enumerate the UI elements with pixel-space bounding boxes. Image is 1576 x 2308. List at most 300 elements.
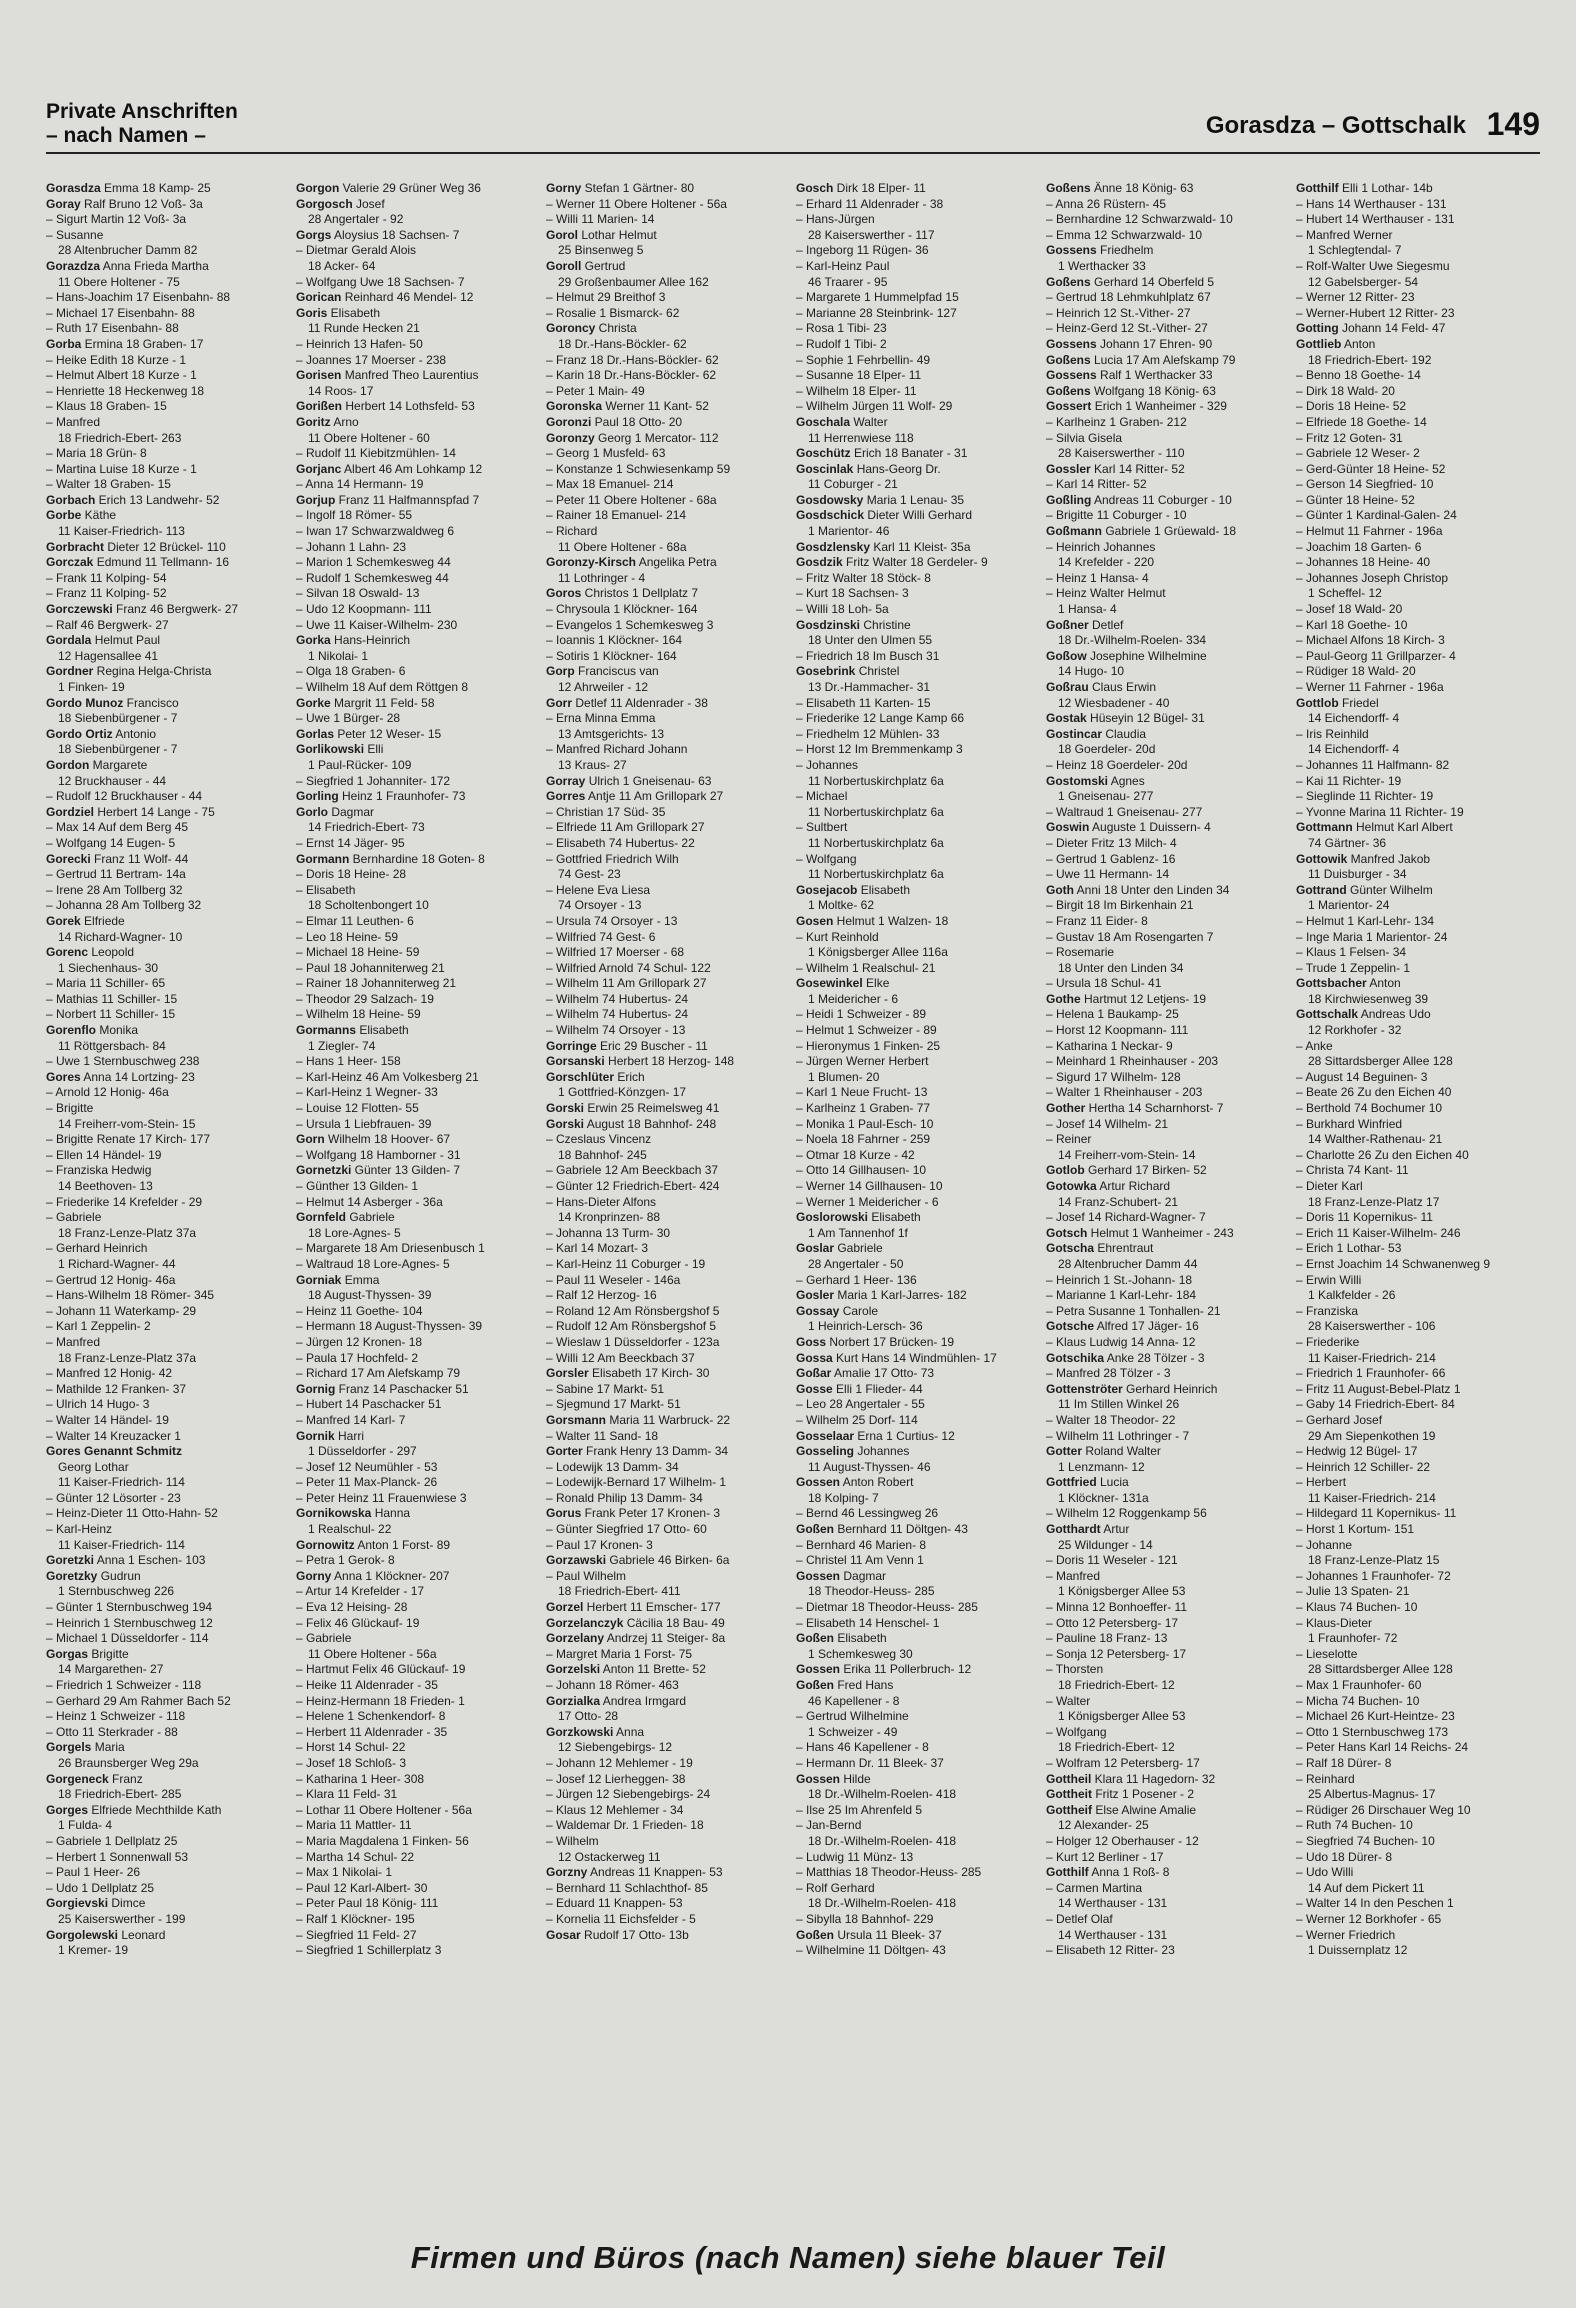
- directory-entry-line: – Karl 1 Zeppelin- 2: [46, 1319, 151, 1334]
- directory-entry-line: – Otto 12 Petersberg- 17: [1046, 1615, 1179, 1630]
- directory-entry-line: 1 Düsseldorfer - 297: [308, 1444, 417, 1459]
- directory-entry-line: – Heinz-Dieter 11 Otto-Hahn- 52: [46, 1506, 218, 1521]
- directory-entry-line: – Otto 14 Gillhausen- 10: [796, 1163, 927, 1178]
- surname: Gossens: [1046, 368, 1097, 383]
- surname: Gordziel: [46, 804, 95, 819]
- directory-entry-line: – Friedrich 1 Schweizer - 118: [46, 1678, 202, 1692]
- directory-entry-line: 28 Sittardsberger Allee 128: [1308, 1662, 1453, 1677]
- surname: Gorny: [546, 181, 582, 195]
- directory-entry-surname-line: Gossens Friedhelm: [1046, 243, 1154, 258]
- directory-entry-line: – Richard 17 Am Alefskamp 79: [296, 1366, 461, 1381]
- directory-entry-line: 74 Gärtner- 36: [1308, 835, 1387, 850]
- directory-entry-line: – Werner 1 Meidericher - 6: [796, 1194, 939, 1209]
- directory-entry-line: – Walter 14 Kreuzacker 1: [46, 1428, 181, 1443]
- surname: Goris: [296, 305, 328, 320]
- directory-entry-line: 11 Norbertuskirchplatz 6a: [808, 804, 944, 819]
- directory-entry-line: 1 Hansa- 4: [1058, 602, 1117, 617]
- directory-entry-line: 1 Kremer- 19: [58, 1943, 129, 1958]
- directory-entry-line: – Max 1 Nikolai- 1: [296, 1865, 393, 1880]
- directory-entry-line: – Artur 14 Krefelder - 17: [296, 1584, 425, 1599]
- directory-entry-surname-line: Gorn Wilhelm 18 Hoover- 67: [296, 1132, 451, 1147]
- directory-entry-line: – Werner 12 Borkhofer - 65: [1296, 1911, 1442, 1926]
- directory-entry-surname-line: Gorol Lothar Helmut: [546, 227, 657, 242]
- directory-entry-line: 18 Friedrich-Ebert- 411: [558, 1584, 681, 1599]
- directory-entry-line: – Hermann Dr. 11 Bleek- 37: [796, 1755, 944, 1770]
- directory-entry-line: 14 Freiherr-vom-Stein- 14: [1058, 1147, 1196, 1162]
- directory-entry-line: – Rudolf 1 Tibi- 2: [796, 336, 887, 351]
- surname: Gorling: [296, 789, 339, 804]
- directory-entry-line: 1 Richard-Wagner- 44: [58, 1256, 176, 1271]
- surname: Goßmann: [1046, 524, 1102, 539]
- directory-entry-line: – Wilfried 74 Gest- 6: [546, 929, 656, 944]
- directory-entry-line: – Heinz-Gerd 12 St.-Vither- 27: [1046, 321, 1208, 336]
- surname: Gorczewski: [46, 602, 113, 617]
- directory-entry-surname-line: Gostak Hüseyin 12 Bügel- 31: [1046, 711, 1205, 726]
- directory-entry-line: – Karl-Heinz: [46, 1522, 113, 1537]
- directory-entry-line: – Werner 12 Ritter- 23: [1296, 290, 1415, 305]
- directory-entry-line: – Matthias 18 Theodor-Heuss- 285: [796, 1865, 982, 1880]
- directory-entry-line: – Waltraud 18 Lore-Agnes- 5: [296, 1256, 450, 1271]
- directory-entry-line: 29 Am Siepenkothen 19: [1308, 1428, 1436, 1443]
- directory-entry-line: 17 Otto- 28: [558, 1709, 619, 1724]
- directory-entry-line: – Heinz Walter Helmut: [1046, 586, 1166, 601]
- directory-entry-line: – Johann 1 Lahn- 23: [296, 539, 407, 554]
- directory-entry-line: – Burkhard Winfried: [1296, 1116, 1403, 1131]
- surname: Gorsler: [546, 1366, 589, 1381]
- directory-entry-line: 12 Rorkhofer - 32: [1308, 1023, 1402, 1038]
- surname: Gores Genannt Schmitz: [46, 1444, 183, 1459]
- directory-entry-line: – Karl-Heinz 11 Coburger - 19: [546, 1256, 706, 1271]
- directory-entry-line: – Werner 11 Obere Holtener - 56a: [546, 196, 727, 211]
- directory-entry-surname-line: Gorgievski Dimce: [46, 1896, 146, 1911]
- directory-entry-line: – Rosemarie: [1046, 945, 1115, 960]
- directory-entry-line: – Roland 12 Am Rönsbergshof 5: [546, 1303, 720, 1318]
- surname: Gossen: [796, 1662, 841, 1677]
- directory-entry-line: – Joannes 17 Moerser - 238: [296, 352, 447, 367]
- directory-entry-line: – Werner-Hubert 12 Ritter- 23: [1296, 305, 1455, 320]
- directory-entry-line: 18 Kolping- 7: [808, 1490, 879, 1505]
- surname: Goswin: [1046, 820, 1090, 835]
- directory-entry-line: – Franz 11 Eider- 8: [1046, 913, 1148, 928]
- directory-entry-line: – Irene 28 Am Tollberg 32: [46, 882, 183, 897]
- directory-entry-surname-line: Gosdzlensky Karl 11 Kleist- 35a: [796, 539, 971, 554]
- surname: Gosewinkel: [796, 976, 863, 991]
- directory-entry-line: – Georg 1 Musfeld- 63: [546, 446, 666, 461]
- directory-entry-line: – Wolfgang 14 Eugen- 5: [46, 835, 176, 850]
- directory-entry-line: – Johann 12 Mehlemer - 19: [546, 1755, 693, 1770]
- directory-entry-surname-line: Gornfeld Gabriele: [296, 1210, 395, 1225]
- directory-entry-line: 18 Dr.-Hans-Böckler- 62: [558, 336, 687, 351]
- directory-entry-line: – Marianne 1 Karl-Lehr- 184: [1046, 1288, 1197, 1303]
- directory-entry-line: 28 Altenbrucher Damm 82: [58, 243, 198, 258]
- surname: Gosdzik: [796, 555, 843, 570]
- name-range: Gorasdza – Gottschalk: [1205, 112, 1466, 139]
- surname: Gother: [1046, 1101, 1086, 1116]
- directory-entry-line: – Siegfried 74 Buchen- 10: [1296, 1833, 1435, 1848]
- directory-entry-surname-line: Gosse Elli 1 Flieder- 44: [796, 1381, 923, 1396]
- directory-entry-line: 1 Sternbuschweg 226: [58, 1584, 175, 1599]
- directory-entry-line: – Wilhelm Jürgen 11 Wolf- 29: [796, 399, 953, 414]
- directory-entry-line: 11 Kaiser-Friedrich- 214: [1308, 1490, 1436, 1505]
- surname: Goßen: [796, 1678, 834, 1692]
- directory-entry-surname-line: Goray Ralf Bruno 12 Voß- 3a: [46, 196, 203, 211]
- surname: Gorr: [546, 695, 573, 710]
- directory-entry-line: – Michael: [796, 789, 848, 804]
- directory-entry-line: – Martha 14 Schul- 22: [296, 1849, 415, 1864]
- directory-entry-line: 18 August-Thyssen- 39: [308, 1288, 432, 1303]
- directory-entry-line: – Detlef Olaf: [1046, 1911, 1113, 1926]
- directory-entry-line: – Gerhard Josef: [1296, 1412, 1383, 1427]
- surname: Goroncy: [546, 321, 596, 336]
- surname: Gosejacob: [796, 882, 858, 897]
- directory-entry-line: – Holger 12 Oberhauser - 12: [1046, 1833, 1199, 1848]
- directory-entry-line: – Johann 18 Römer- 463: [546, 1678, 679, 1692]
- directory-entry-surname-line: Gotowka Artur Richard: [1046, 1179, 1171, 1193]
- directory-entry-line: 1 Marientor- 46: [808, 524, 890, 539]
- surname: Gottsbacher: [1296, 976, 1367, 991]
- directory-entry-line: – Fritz Walter 18 Stöck- 8: [796, 570, 931, 585]
- directory-entry-line: – Paul-Georg 11 Grillparzer- 4: [1296, 648, 1456, 663]
- surname: Gorenflo: [46, 1023, 96, 1038]
- directory-entry-line: – Wilfried Arnold 74 Schul- 122: [546, 960, 711, 975]
- directory-entry-surname-line: Goslar Gabriele: [796, 1241, 883, 1256]
- directory-entry-surname-line: Gorek Elfriede: [46, 913, 125, 928]
- directory-entry-line: – Uwe 11 Hermann- 14: [1046, 867, 1170, 882]
- directory-entry-line: – Heike Edith 18 Kurze - 1: [46, 352, 187, 367]
- directory-entry-line: – Helmut 29 Breithof 3: [546, 290, 666, 305]
- directory-entry-line: – Christian 17 Süd- 35: [546, 804, 666, 819]
- directory-entry-line: – Elfriede 18 Goethe- 14: [1296, 414, 1427, 429]
- directory-entry-line: – Erich 1 Lothar- 53: [1296, 1241, 1402, 1256]
- directory-entry-line: 18 Lore-Agnes- 5: [308, 1225, 401, 1240]
- directory-entry-surname-line: Goßen Bernhard 11 Döltgen- 43: [796, 1522, 968, 1537]
- directory-entry-surname-line: Gosdzik Fritz Walter 18 Gerdeler- 9: [796, 555, 988, 570]
- surname: Gorzkowski: [546, 1724, 614, 1739]
- directory-entry-line: 18 Kirchwiesenweg 39: [1308, 991, 1429, 1006]
- directory-entry-line: 1 Finken- 19: [58, 680, 125, 694]
- directory-entry-line: – Helmut 11 Fahrner - 196a: [1296, 524, 1443, 539]
- directory-entry-line: – Carmen Martina: [1046, 1880, 1143, 1895]
- surname: Gottschalk: [1296, 1007, 1359, 1022]
- directory-entry-surname-line: Gosebrink Christel: [796, 664, 900, 679]
- directory-entry-line: – Michael 1 Düsseldorfer - 114: [46, 1631, 209, 1646]
- directory-columns: [46, 181, 1546, 2245]
- directory-entry-line: – Wilhelm 18 Auf dem Röttgen 8: [296, 680, 469, 694]
- directory-entry-line: – Walter: [1046, 1693, 1091, 1708]
- directory-entry-line: – Karl 14 Mozart- 3: [546, 1241, 649, 1256]
- directory-entry-line: 1 Gottfried-Könzgen- 17: [558, 1085, 687, 1100]
- directory-entry-surname-line: Gorray Ulrich 1 Gneisenau- 63: [546, 773, 712, 788]
- directory-entry-surname-line: Gorlikowski Elli: [296, 742, 384, 757]
- directory-entry-surname-line: Gossa Kurt Hans 14 Windmühlen- 17: [796, 1350, 997, 1365]
- directory-entry-line: – Petra 1 Gerok- 8: [296, 1553, 395, 1568]
- directory-entry-line: – Paul 18 Johanniterweg 21: [296, 960, 445, 975]
- directory-entry-line: 14 Eichendorff- 4: [1308, 742, 1400, 757]
- directory-entry-line: – Norbert 11 Schiller- 15: [46, 1007, 176, 1022]
- surname: Goßner: [1046, 617, 1089, 632]
- directory-entry-line: – Kai 11 Richter- 19: [1296, 773, 1402, 788]
- surname: Gores: [46, 1069, 81, 1084]
- directory-entry-line: – Werner Friedrich: [1296, 1927, 1396, 1942]
- directory-entry-line: 14 Werthauser - 131: [1058, 1896, 1168, 1911]
- directory-entry-line: – Karlheinz 1 Graben- 77: [796, 1101, 931, 1116]
- surname: Gorek: [46, 913, 81, 928]
- directory-entry-line: – Ludwig 11 Münz- 13: [796, 1849, 914, 1864]
- surname: Gorges: [46, 1802, 89, 1817]
- directory-entry-surname-line: Gorgon Valerie 29 Grüner Weg 36: [296, 181, 481, 195]
- directory-entry-line: – Michael Alfons 18 Kirch- 3: [1296, 633, 1445, 648]
- directory-entry-line: – Theodor 29 Salzach- 19: [296, 991, 434, 1006]
- surname: Gosselaar: [796, 1428, 855, 1443]
- directory-entry-line: – Wilhelmine 11 Döltgen- 43: [796, 1943, 946, 1958]
- surname: Gossa: [796, 1350, 833, 1365]
- directory-entry-line: – Monika 1 Paul-Esch- 10: [796, 1116, 934, 1131]
- directory-entry-surname-line: Goronzy-Kirsch Angelika Petra: [546, 555, 717, 570]
- directory-entry-line: 18 Friedrich-Ebert- 12: [1058, 1740, 1175, 1755]
- directory-entry-surname-line: Gostomski Agnes: [1046, 773, 1145, 788]
- surname: Gorn: [296, 1132, 325, 1147]
- surname: Gornik: [296, 1428, 335, 1443]
- surname: Goßens: [1046, 181, 1091, 195]
- surname: Gostomski: [1046, 773, 1109, 788]
- directory-entry-line: – Karl-Heinz Paul: [796, 258, 890, 273]
- directory-entry-surname-line: Gorter Frank Henry 13 Damm- 34: [546, 1444, 729, 1459]
- directory-entry-line: – Susanne 18 Elper- 11: [796, 368, 922, 383]
- directory-entry-line: – Ursula 18 Schul- 41: [1046, 976, 1162, 991]
- directory-entry-line: – Anna 14 Hermann- 19: [296, 477, 424, 492]
- surname: Gorringe: [546, 1038, 597, 1053]
- directory-entry-line: – Walter 11 Sand- 18: [546, 1428, 659, 1443]
- directory-entry-line: – Ralf 18 Dürer- 8: [1296, 1755, 1392, 1770]
- directory-entry-surname-line: Gorringe Eric 29 Buscher - 11: [546, 1038, 708, 1053]
- directory-entry-line: – Franziska Hedwig: [46, 1163, 152, 1178]
- directory-entry-surname-line: Gorniak Emma: [296, 1272, 380, 1287]
- directory-entry-surname-line: Gorny Anna 1 Klöckner- 207: [296, 1568, 450, 1583]
- directory-entry-line: 28 Altenbrucher Damm 44: [1058, 1256, 1198, 1271]
- directory-entry-surname-line: Gorjup Franz 11 Halfmannspfad 7: [296, 492, 480, 507]
- directory-entry-line: – Hedwig 12 Bügel- 17: [1296, 1444, 1418, 1459]
- directory-entry-surname-line: Gorski Erwin 25 Reimelsweg 41: [546, 1101, 720, 1116]
- directory-entry-line: 11 Norbertuskirchplatz 6a: [808, 867, 944, 882]
- directory-entry-line: – Gabriele: [46, 1210, 102, 1225]
- directory-entry-surname-line: Gosen Helmut 1 Walzen- 18: [796, 913, 949, 928]
- directory-entry-line: – Bernd 46 Lessingweg 26: [796, 1506, 939, 1521]
- directory-entry-line: – Richard: [546, 524, 598, 539]
- surname: Gorzny: [546, 1865, 588, 1880]
- directory-entry-line: – Franz 11 Kolping- 52: [46, 586, 167, 601]
- directory-entry-line: – Max 18 Emanuel- 214: [546, 477, 674, 492]
- directory-entry-line: – Ernst Joachim 14 Schwanenweg 9: [1296, 1256, 1491, 1271]
- directory-entry-line: – Walter 18 Theodor- 22: [1046, 1412, 1176, 1427]
- directory-entry-surname-line: Gorlo Dagmar: [296, 804, 375, 819]
- surname: Gotlob: [1046, 1163, 1085, 1178]
- directory-entry-line: – Fritz 11 August-Bebel-Platz 1: [1296, 1381, 1461, 1396]
- directory-entry-line: 18 Siebenbürgener - 7: [58, 711, 178, 726]
- directory-entry-line: – Christel 11 Am Venn 1: [796, 1553, 924, 1568]
- directory-entry-line: – Kurt 12 Berliner - 17: [1046, 1849, 1164, 1864]
- directory-entry-line: – Hans 46 Kapellener - 8: [796, 1740, 929, 1755]
- directory-entry-line: – Johannes 18 Heine- 40: [1296, 555, 1431, 570]
- directory-entry-surname-line: Gosselaar Erna 1 Curtius- 12: [796, 1428, 955, 1443]
- surname: Gotthardt: [1046, 1522, 1101, 1537]
- directory-entry-surname-line: Gorecki Franz 11 Wolf- 44: [46, 851, 189, 866]
- page-header-right: [1206, 106, 1540, 143]
- directory-entry-line: – Sotiris 1 Klöckner- 164: [546, 648, 677, 663]
- surname: Goroll: [546, 258, 582, 273]
- directory-entry-line: 28 Kaiserswerther - 110: [1058, 446, 1185, 461]
- directory-entry-line: 11 Kaiser-Friedrich- 114: [58, 1475, 185, 1490]
- surname: Gosch: [796, 181, 834, 195]
- directory-entry-surname-line: Gorges Elfriede Mechthilde Kath: [46, 1802, 222, 1817]
- directory-entry-line: – Ralf 12 Herzog- 16: [546, 1288, 657, 1303]
- directory-entry-surname-line: Gottsbacher Anton: [1296, 976, 1401, 991]
- directory-entry-line: – Katharina 1 Neckar- 9: [1046, 1038, 1173, 1053]
- surname: Goros: [546, 586, 582, 601]
- directory-entry-line: – Michael 26 Kurt-Heintze- 23: [1296, 1709, 1455, 1724]
- directory-entry-surname-line: Gottschalk Andreas Udo: [1296, 1007, 1431, 1022]
- surname: Goronzi: [546, 414, 592, 429]
- directory-entry-line: – Rosalie 1 Bismarck- 62: [546, 305, 680, 320]
- directory-entry-line: 14 Freiherr-vom-Stein- 15: [58, 1116, 196, 1131]
- surname: Goßow: [1046, 648, 1087, 663]
- directory-entry-line: – Hans-Wilhelm 18 Römer- 345: [46, 1288, 215, 1303]
- directory-entry-line: 46 Traarer - 95: [808, 274, 888, 289]
- directory-entry-surname-line: Goth Anni 18 Unter den Linden 34: [1046, 882, 1230, 897]
- directory-entry-surname-line: Gorisen Manfred Theo Laurentius: [296, 368, 479, 383]
- surname: Goray: [46, 196, 81, 211]
- directory-entry-line: – Manfred: [46, 414, 101, 429]
- directory-entry-line: 11 Obere Holtener - 60: [308, 430, 430, 445]
- directory-entry-line: – Klaus Ludwig 14 Anna- 12: [1046, 1334, 1196, 1349]
- surname: Gorski: [546, 1116, 585, 1131]
- directory-entry-line: – Horst 12 Im Bremmenkamp 3: [796, 742, 963, 757]
- directory-entry-line: – Siegfried 11 Feld- 27: [296, 1927, 417, 1942]
- directory-entry-line: – Klaus 18 Graben- 15: [46, 399, 167, 414]
- surname: Gorazdza: [46, 258, 101, 273]
- directory-entry-line: 46 Kapellener - 8: [808, 1693, 900, 1708]
- section-title-line1: Private Anschriften: [46, 100, 238, 123]
- directory-entry-line: – Johanna 28 Am Tollberg 32: [46, 898, 202, 913]
- directory-entry-line: – Wilhelm 25 Dorf- 114: [796, 1412, 918, 1427]
- directory-entry-line: – Gustav 18 Am Rosengarten 7: [1046, 929, 1214, 944]
- directory-entry-line: 1 Am Tannenhof 1f: [808, 1225, 908, 1240]
- directory-entry-line: 1 Königsberger Allee 116a: [808, 945, 948, 960]
- directory-entry-line: Georg Lothar: [58, 1459, 129, 1474]
- directory-entry-surname-line: Gorsler Elisabeth 17 Kirch- 30: [546, 1366, 710, 1381]
- surname: Gossler: [1046, 461, 1091, 476]
- directory-entry-surname-line: Gorazdza Anna Frieda Martha: [46, 258, 209, 273]
- directory-entry-surname-line: Gorenc Leopold: [46, 945, 135, 960]
- directory-entry-line: – Josef 12 Neumühler - 53: [296, 1459, 438, 1474]
- directory-entry-line: – Horst 12 Koopmann- 111: [1046, 1023, 1189, 1038]
- directory-entry-surname-line: Gossen Anton Robert: [796, 1475, 914, 1490]
- directory-entry-line: – Helene Eva Liesa: [546, 882, 651, 897]
- directory-entry-surname-line: Gother Hertha 14 Scharnhorst- 7: [1046, 1101, 1224, 1116]
- directory-entry-line: – Udo 12 Koopmann- 111: [296, 602, 432, 617]
- directory-entry-line: – Michael 18 Heine- 59: [296, 945, 420, 960]
- directory-entry-line: – Karlheinz 1 Graben- 212: [1046, 414, 1187, 429]
- directory-entry-line: – Maria 11 Mattler- 11: [296, 1818, 412, 1833]
- surname: Goßen: [796, 1927, 834, 1942]
- directory-column: [1296, 181, 1542, 2245]
- directory-entry-line: – Konstanze 1 Schwiesenkamp 59: [546, 461, 731, 476]
- directory-entry-line: – Walter 14 In den Peschen 1: [1296, 1896, 1454, 1911]
- directory-entry-line: – Hubert 14 Paschacker 51: [296, 1397, 442, 1412]
- directory-entry-line: – Dietmar Gerald Alois: [296, 243, 417, 258]
- directory-entry-line: – Helmut 1 Karl-Lehr- 134: [1296, 913, 1435, 928]
- directory-entry-line: 25 Kaiserswerther - 199: [58, 1911, 186, 1926]
- directory-entry-line: 18 Dr.-Wilhelm-Roelen- 334: [1058, 633, 1207, 648]
- directory-entry-line: – Elmar 11 Leuthen- 6: [296, 913, 414, 928]
- directory-entry-line: – Hartmut Felix 46 Glückauf- 19: [296, 1662, 466, 1677]
- directory-entry-surname-line: Gorgosch Josef: [296, 196, 385, 211]
- directory-entry-line: – Otto 11 Sterkrader - 88: [46, 1724, 178, 1739]
- directory-entry-line: – Udo 1 Dellplatz 25: [46, 1880, 155, 1895]
- directory-entry-line: – Ernst 14 Jäger- 95: [296, 835, 405, 850]
- section-title-line2: – nach Namen –: [46, 124, 206, 147]
- directory-entry-line: – Rolf-Walter Uwe Siegesmu: [1296, 258, 1450, 273]
- surname: Gorgels: [46, 1740, 92, 1755]
- surname: Gornig: [296, 1381, 336, 1396]
- surname: Gorol: [546, 227, 578, 242]
- directory-entry-line: – Walter 1 Rheinhauser - 203: [1046, 1085, 1203, 1100]
- directory-entry-line: – Uwe 1 Sternbuschweg 238: [46, 1054, 200, 1069]
- directory-entry-line: 1 Fulda- 4: [58, 1818, 113, 1833]
- directory-entry-line: – Wolfgang Uwe 18 Sachsen- 7: [296, 274, 465, 289]
- directory-entry-line: 18 Bahnhof- 245: [558, 1147, 647, 1162]
- directory-entry-surname-line: Gorasdza Emma 18 Kamp- 25: [46, 181, 211, 195]
- directory-entry-surname-line: Goßens Wolfgang 18 König- 63: [1046, 383, 1216, 398]
- directory-entry-surname-line: Gorbracht Dieter 12 Brückel- 110: [46, 539, 226, 554]
- directory-entry-line: – Birgit 18 Im Birkenhain 21: [1046, 898, 1194, 913]
- directory-entry-surname-line: Gorzialka Andrea Irmgard: [546, 1693, 687, 1708]
- directory-entry-surname-line: Gorbe Käthe: [46, 508, 117, 523]
- surname: Gottheil: [1046, 1771, 1092, 1786]
- directory-entry-line: – Sabine 17 Markt- 51: [546, 1381, 665, 1396]
- surname: Goth: [1046, 882, 1074, 897]
- directory-entry-line: – Doris 11 Weseler - 121: [1046, 1553, 1178, 1568]
- directory-entry-line: 1 Blumen- 20: [808, 1069, 880, 1084]
- directory-entry-line: – Louise 12 Flotten- 55: [296, 1101, 419, 1116]
- directory-entry-surname-line: Gossen Dagmar: [796, 1568, 887, 1583]
- directory-entry-line: 11 August-Thyssen- 46: [808, 1459, 931, 1474]
- surname: Gorniak: [296, 1272, 342, 1287]
- surname: Gorgas: [46, 1646, 89, 1661]
- surname: Gorczak: [46, 555, 94, 570]
- directory-entry-line: 1 Schemkesweg 30: [808, 1646, 913, 1661]
- directory-entry-line: – Friederike: [1296, 1334, 1360, 1349]
- directory-entry-surname-line: Gosseling Johannes: [796, 1444, 910, 1459]
- surname: Gorißen: [296, 399, 343, 414]
- directory-entry-line: – Gottfried Friedrich Wilh: [546, 851, 679, 866]
- directory-entry-surname-line: Goretzky Gudrun: [46, 1568, 141, 1583]
- directory-entry-surname-line: Gornetzki Günter 13 Gilden- 7: [296, 1163, 461, 1178]
- directory-entry-line: – Maria 18 Grün- 8: [46, 446, 147, 461]
- directory-entry-surname-line: Gotschika Anke 28 Tölzer - 3: [1046, 1350, 1205, 1365]
- directory-entry-line: – Paula 17 Hochfeld- 2: [296, 1350, 419, 1365]
- directory-entry-line: – Wilhelm 11 Am Grillopark 27: [546, 976, 707, 991]
- surname: Gorlas: [296, 726, 335, 741]
- directory-entry-line: – Herbert 1 Sonnenwall 53: [46, 1849, 189, 1864]
- directory-entry-line: – Wilhelm 18 Elper- 11: [796, 383, 917, 398]
- directory-entry-line: – Karl 1 Neue Frucht- 13: [796, 1085, 928, 1100]
- directory-entry-surname-line: Gottowik Manfred Jakob: [1296, 851, 1431, 866]
- surname: Gorican: [296, 290, 342, 305]
- directory-entry-surname-line: Goritz Arno: [296, 414, 359, 429]
- directory-entry-surname-line: Gosdschick Dieter Willi Gerhard: [796, 508, 973, 523]
- directory-entry-surname-line: Goßar Amalie 17 Otto- 73: [796, 1366, 935, 1381]
- directory-entry-surname-line: Gorgs Aloysius 18 Sachsen- 7: [296, 227, 460, 242]
